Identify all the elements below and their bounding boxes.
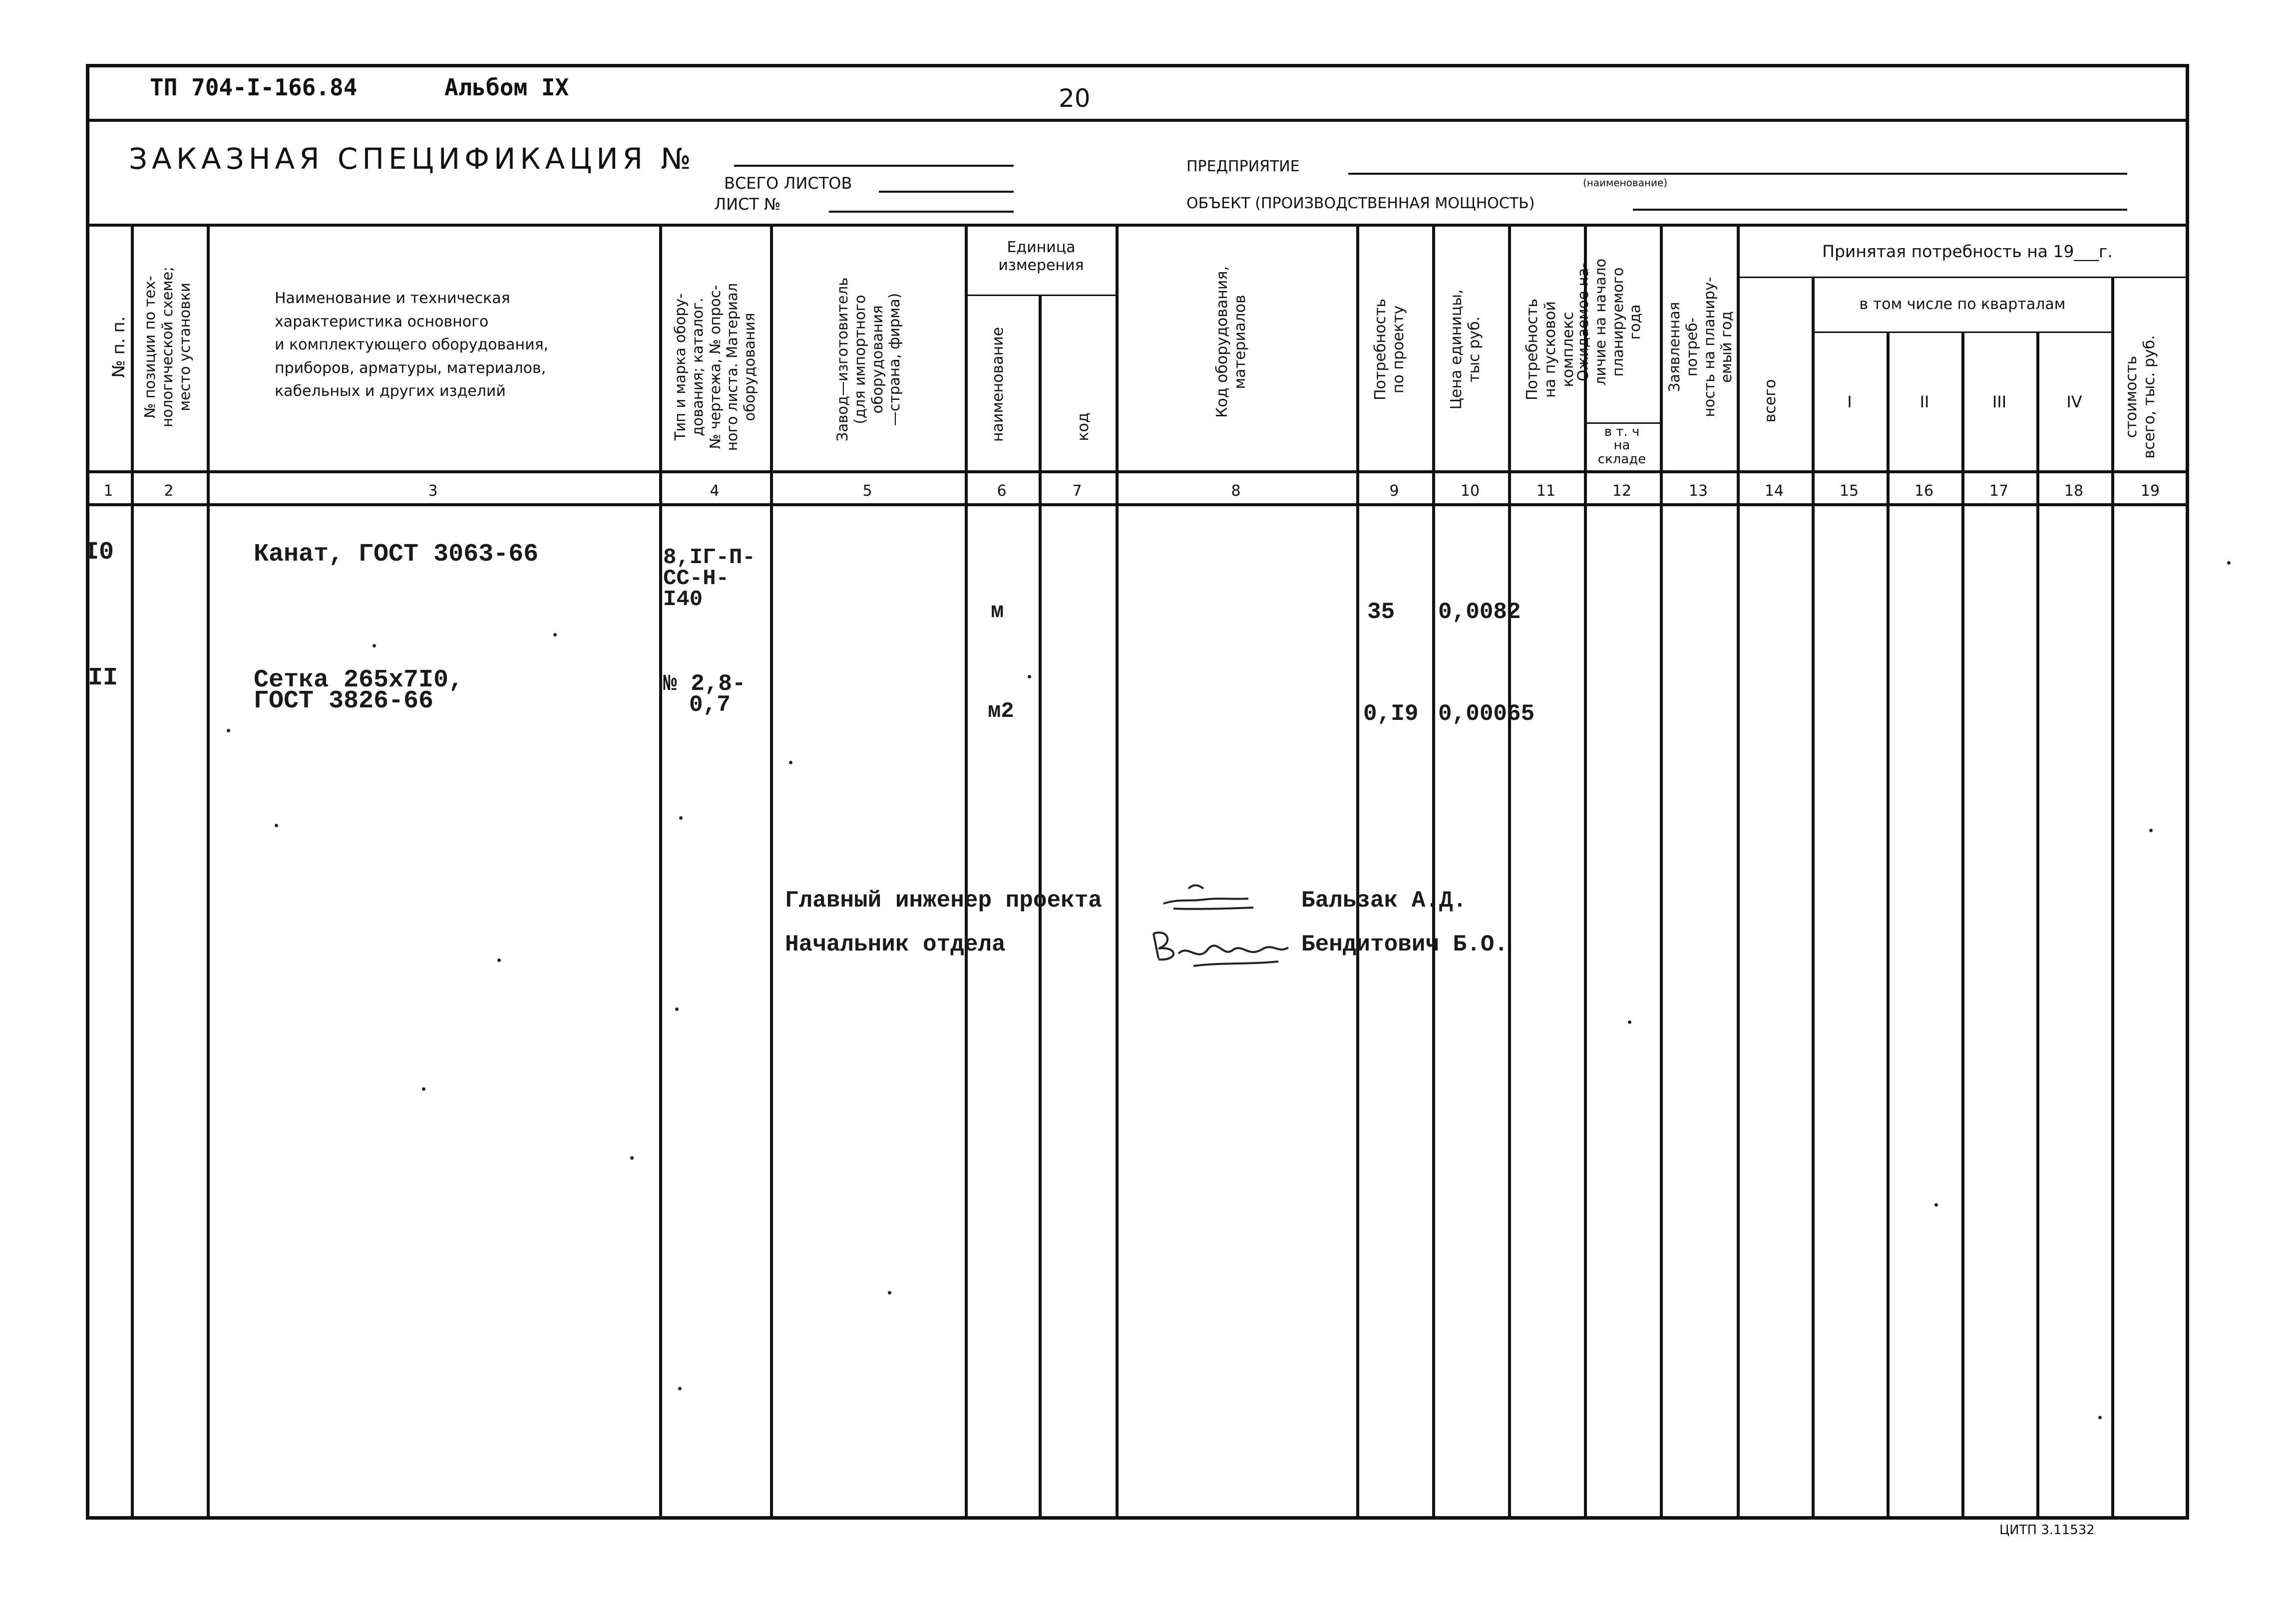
column-number: 6 (997, 482, 1007, 500)
header-col-12: Ожидаемое на- личие на начало планируемого года (1574, 258, 1644, 386)
row-2-name-line-2: ГОСТ 3826-66 (254, 687, 434, 715)
column-number: 2 (164, 482, 174, 500)
row-1-type-line-1: 8,IГ-П- (663, 545, 756, 570)
header-col-11: Потребность на пусковой комплекс (1524, 299, 1577, 401)
header-col-6: наименование (989, 326, 1007, 442)
speck (2149, 829, 2153, 832)
row-2-name-line-1: Сетка 265х7I0, (254, 666, 464, 694)
col12-sub-line (1584, 422, 1660, 424)
column-number: 4 (710, 482, 720, 500)
sheets-total-label: ВСЕГО ЛИСТОВ (724, 174, 852, 193)
col-divider-13 (1737, 224, 1740, 1520)
row-1-type-line-2: СС-Н- (663, 566, 730, 591)
header-col-19: стоимость всего, тыс. руб. (2123, 335, 2158, 459)
speck (227, 729, 230, 732)
row-2-quantity: 0,I9 (1363, 701, 1419, 727)
document-code: ТП 704-I-166.84 (150, 74, 358, 101)
signature-name-1: Бальзак А.Д. (1301, 888, 1467, 914)
row-2-unit: м2 (988, 699, 1014, 724)
col-divider-5 (965, 224, 968, 1520)
row-2-price: 0,00065 (1438, 701, 1535, 727)
col-divider-17 (2036, 331, 2039, 1520)
speck (553, 633, 557, 637)
speck (2098, 1416, 2102, 1419)
signature-name-2: Бендитович Б.О. (1301, 932, 1509, 958)
speck (888, 1291, 891, 1294)
sheet-line (829, 211, 1014, 213)
object-line (1633, 209, 2127, 211)
header-col-17: III (1992, 392, 2007, 411)
col-divider-2 (207, 224, 210, 1520)
header-col-14: всего (1762, 379, 1779, 423)
header-col-1: № п. п. (109, 316, 129, 378)
col-divider-8 (1356, 224, 1359, 1520)
header-col-3: Наименование и техническая характеристика основного и комплектующего оборудования, приборов, арматуры, материалов, кабельных и других изделий (275, 290, 549, 400)
speck (275, 824, 278, 827)
footer-code: ЦИТП 3.11532 (1999, 1523, 2095, 1538)
header-col-2: № позиции по тех- нологической схеме; место установки (141, 267, 193, 427)
row-1-quantity: 35 (1367, 599, 1395, 625)
col-divider-11 (1584, 224, 1587, 1520)
header-quarters-group: в том числе по кварталам (1859, 296, 2066, 313)
col-divider-10 (1508, 224, 1511, 1520)
colnum-bottom-line (86, 503, 2189, 506)
signature-role-1: Главный инженер проекта (785, 888, 1102, 914)
object-label: ОБЪЕКТ (ПРОИЗВОДСТВЕННАЯ МОЩНОСТЬ) (1186, 195, 1535, 212)
row-2-type-line-2: 0,7 (689, 692, 731, 718)
page-number: 20 (1059, 84, 1091, 113)
col-divider-1 (131, 224, 134, 1520)
column-number: 11 (1536, 482, 1556, 500)
col-divider-14 (1812, 277, 1815, 1520)
enterprise-label: ПРЕДПРИЯТИЕ (1186, 158, 1300, 175)
header-col-10: Цена единицы, тыс руб. (1448, 289, 1483, 410)
speck (497, 959, 501, 962)
col-divider-7 (1116, 224, 1119, 1520)
col-divider-16 (1961, 331, 1964, 1520)
row-1-name: Канат, ГОСТ 3063-66 (254, 540, 539, 569)
column-number: 9 (1389, 482, 1399, 500)
header-accepted-group: Принятая потребность на 19___г. (1822, 242, 2113, 261)
speck (422, 1087, 425, 1091)
speck (2227, 561, 2231, 565)
column-number: 1 (103, 482, 113, 500)
speck (678, 1387, 682, 1390)
column-number: 10 (1460, 482, 1480, 500)
header-col-13: Заявленная потреб- ность на планиру- емый год (1666, 277, 1735, 417)
signature-role-2: Начальник отдела (785, 932, 1006, 958)
album-label: Альбом IX (444, 74, 569, 101)
handwritten-signature-1 (1158, 869, 1288, 924)
header-col-7: код (1075, 412, 1092, 441)
sheet-label: ЛИСТ № (714, 195, 781, 214)
header-col-8: Код оборудования, материалов (1213, 266, 1249, 418)
spec-title: ЗАКАЗНАЯ СПЕЦИФИКАЦИЯ № (129, 142, 696, 176)
col-divider-15 (1887, 331, 1890, 1520)
speck (679, 816, 683, 820)
header-col-4: Тип и марка обору- дования; каталог. № чертежа, № опрос- ного листа. Материал оборудования (672, 283, 759, 451)
row-1-price: 0,0082 (1438, 599, 1521, 625)
column-number: 18 (2064, 482, 2084, 500)
header-col-12-sub: в т. ч на складе (1597, 424, 1646, 467)
col-divider-12 (1660, 224, 1663, 1520)
header-col-5: Завод—изготовитель (для импортного оборудования —страна, фирма) (834, 277, 903, 442)
header-col-15: I (1847, 392, 1852, 411)
column-number: 16 (1914, 482, 1934, 500)
sheets-total-line (879, 191, 1014, 193)
column-number: 14 (1764, 482, 1784, 500)
column-number: 7 (1072, 482, 1082, 500)
column-number: 17 (1989, 482, 2009, 500)
top-strip-divider (86, 119, 2189, 122)
speck (789, 761, 792, 764)
header-unit-group: Единица измерения (998, 239, 1084, 274)
header-bottom-line (86, 470, 2189, 473)
column-number: 12 (1612, 482, 1632, 500)
title-divider (86, 224, 2189, 227)
col-divider-4 (770, 224, 773, 1520)
enterprise-line (1348, 173, 2127, 175)
column-number: 5 (862, 482, 872, 500)
row-2-number: II (88, 664, 118, 692)
header-col-9: Потребность по проекту (1372, 299, 1407, 401)
row-1-number: I0 (84, 538, 114, 567)
speck (1934, 1203, 1938, 1207)
speck (675, 1007, 679, 1011)
speck (373, 644, 376, 647)
col-divider-18 (2111, 277, 2114, 1520)
header-col-18: IV (2066, 392, 2082, 411)
column-number: 15 (1839, 482, 1859, 500)
column-number: 19 (2140, 482, 2160, 500)
column-number: 3 (428, 482, 438, 500)
speck (1628, 1020, 1631, 1024)
name-hint: (наименование) (1583, 177, 1668, 189)
row-1-unit: м (991, 599, 1004, 624)
column-number: 13 (1688, 482, 1708, 500)
row-1-type-line-3: I40 (663, 587, 703, 612)
spec-number-line (734, 165, 1014, 167)
accepted-group-line (1737, 277, 2189, 278)
header-col-16: II (1919, 392, 1929, 411)
form-frame (86, 64, 2189, 1520)
speck (630, 1156, 634, 1160)
col-divider-9 (1432, 224, 1435, 1520)
column-number: 8 (1231, 482, 1241, 500)
speck (1028, 675, 1031, 678)
row-2-type-line-1: № 2,8- (663, 671, 746, 697)
handwritten-signature-2 (1148, 919, 1293, 973)
col-divider-3 (659, 224, 662, 1520)
